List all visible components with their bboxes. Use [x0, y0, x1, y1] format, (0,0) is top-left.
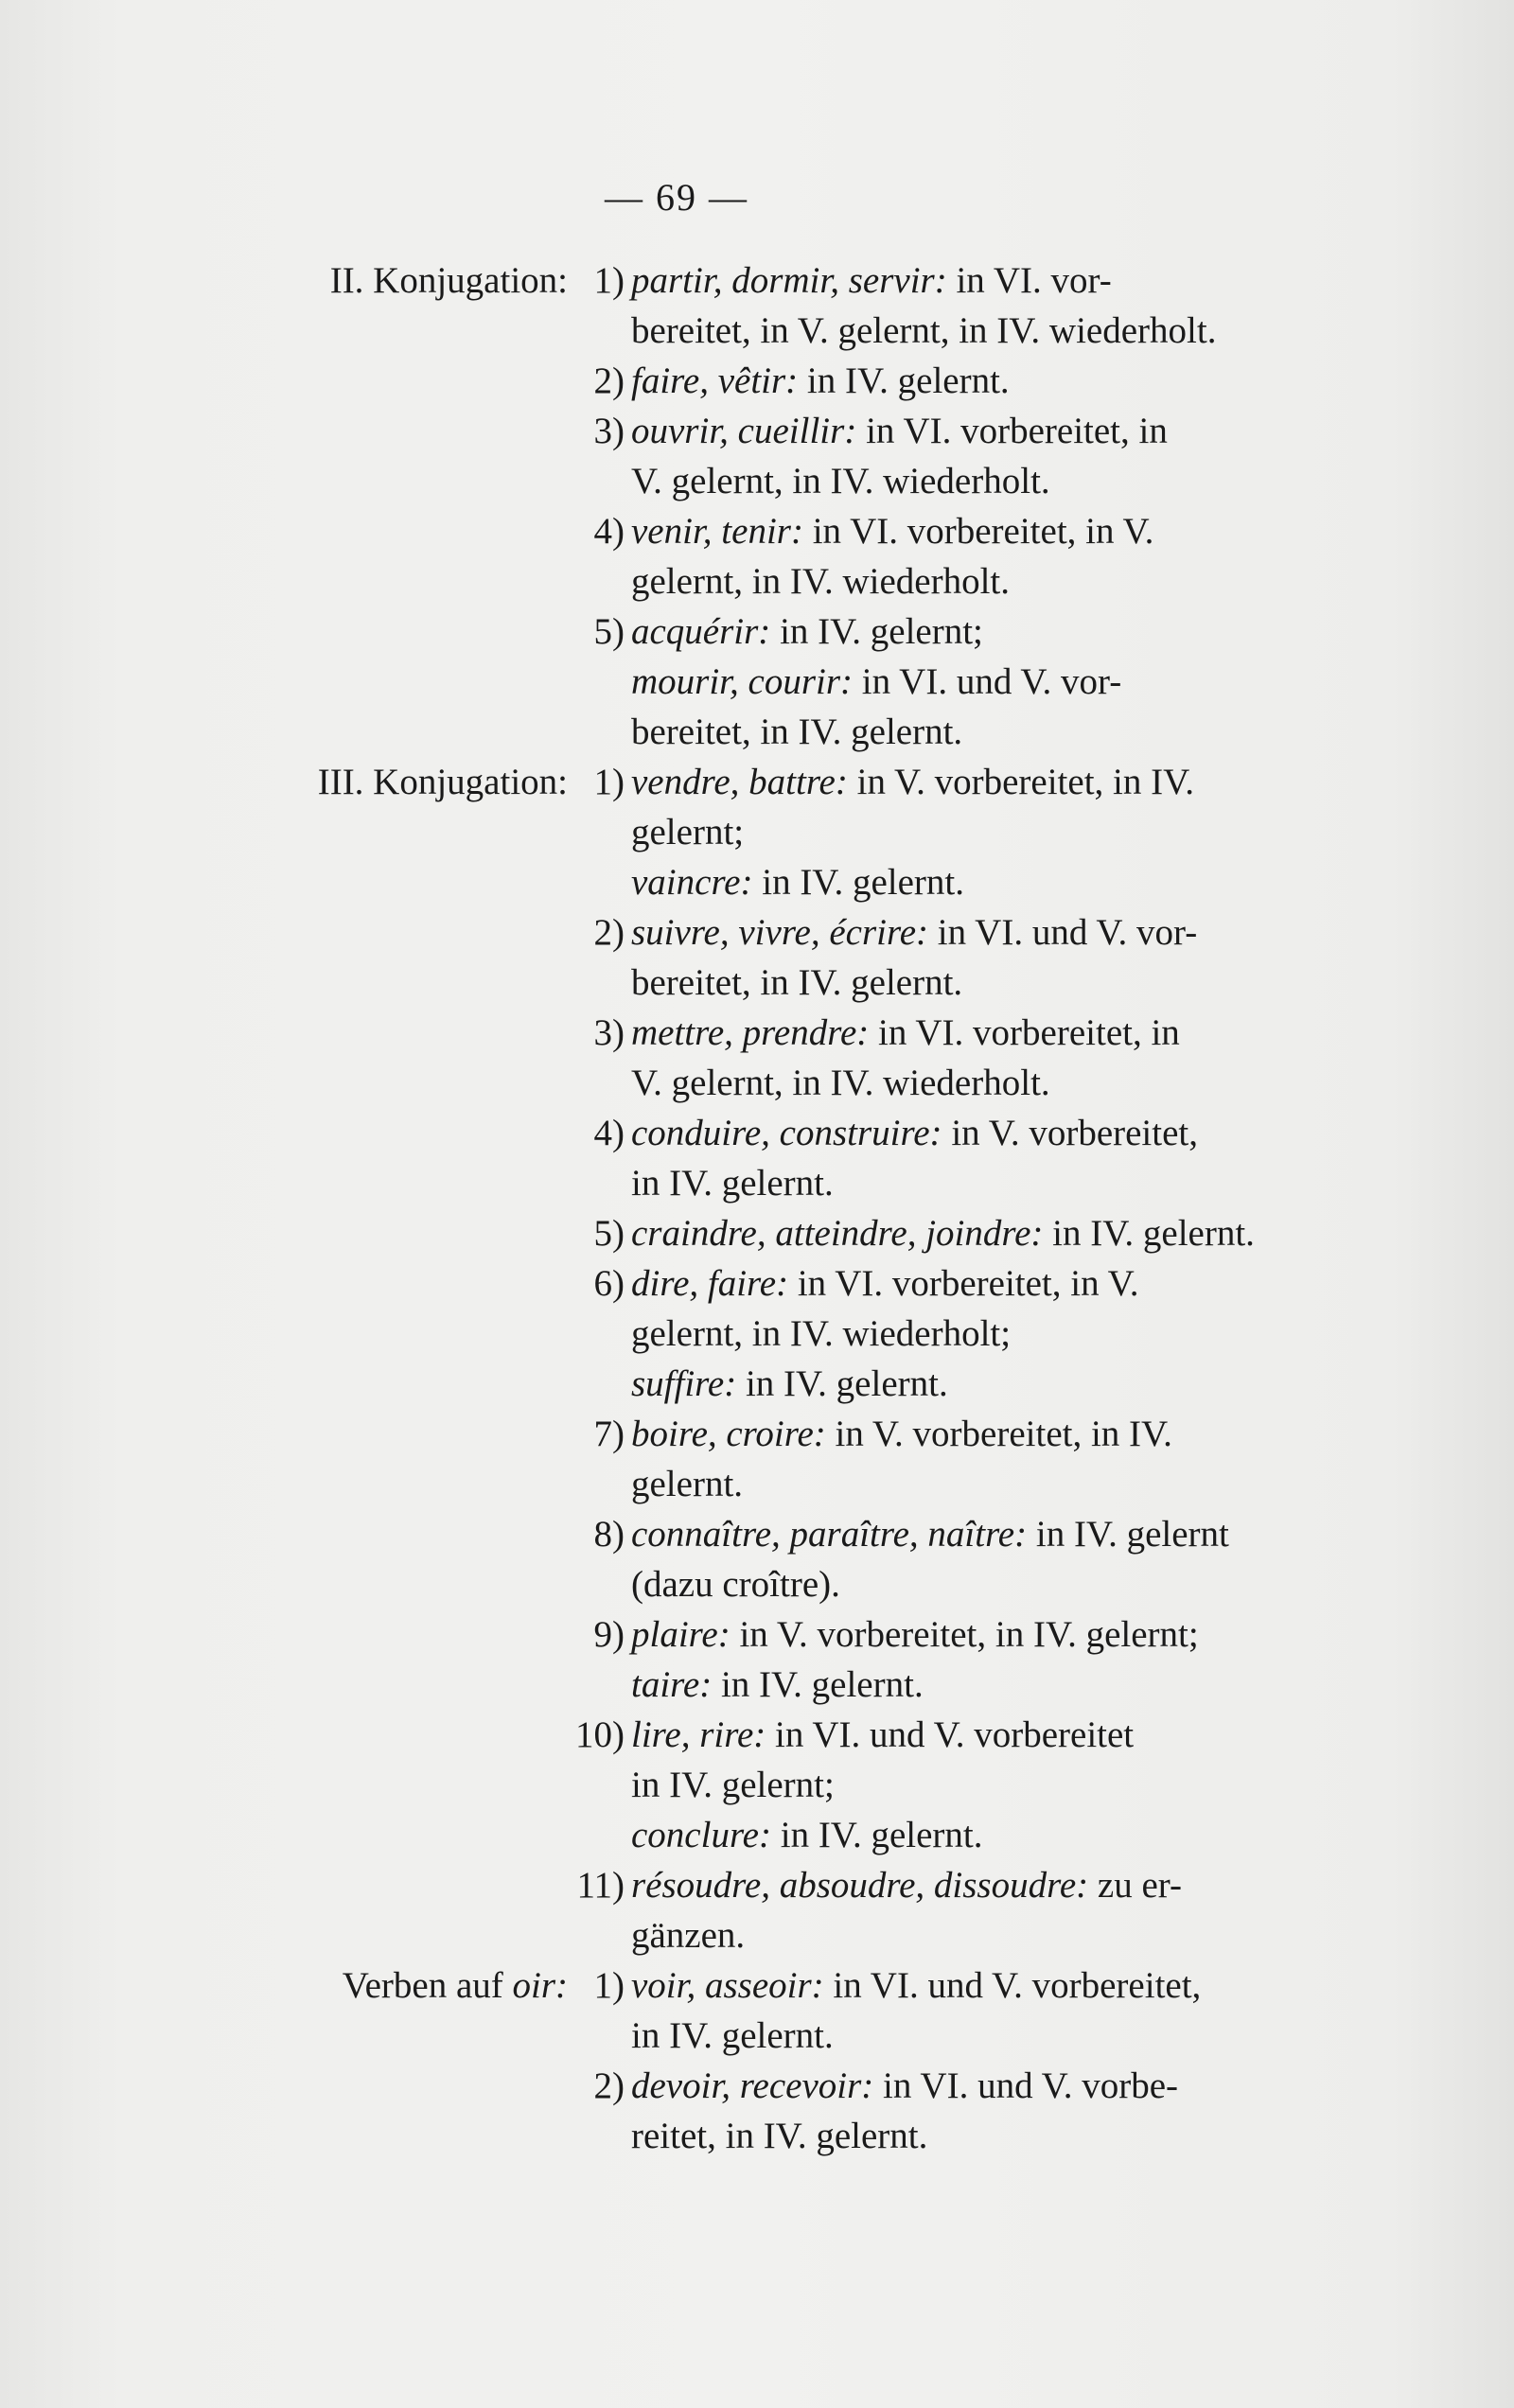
- verb-list: lire, rire:: [631, 1714, 766, 1755]
- entry-row: [0, 406, 1514, 456]
- item-text: [631, 1609, 1279, 1660]
- verb-list: boire, croire:: [631, 1414, 826, 1454]
- entry-continuation-row: [0, 2111, 1514, 2161]
- item-number: 1): [593, 1965, 625, 2006]
- item-number: 4): [593, 511, 625, 552]
- item-text: [631, 1409, 1279, 1459]
- item-continuation: in IV. gelernt.: [631, 1163, 834, 1204]
- entry-continuation-row: [0, 306, 1514, 356]
- section-label-text: Verben auf: [342, 1965, 503, 2006]
- verb-list: conduire, construire:: [631, 1113, 942, 1153]
- item-note: in IV. gelernt: [1035, 1514, 1229, 1555]
- conjugation-list: [0, 255, 1514, 2161]
- verb-list: connaître, paraître, naître:: [631, 1514, 1028, 1555]
- item-continuation: V. gelernt, in IV. wiederholt.: [631, 461, 1050, 501]
- entry-continuation-row: [0, 1760, 1514, 1810]
- item-note: in VI. und V. vorbe-: [883, 2065, 1179, 2106]
- item-note: in V. vorbereitet, in IV.: [835, 1414, 1172, 1454]
- item-number: 1): [593, 762, 625, 802]
- item-continuation: reitet, in IV. gelernt.: [631, 2116, 928, 2156]
- verb-list: vaincre:: [631, 862, 753, 903]
- item-text: [631, 1710, 1279, 1760]
- item-note: in VI. vorbereitet, in: [866, 411, 1168, 451]
- verb-list: taire:: [631, 1664, 713, 1705]
- verb-list: partir, dormir, servir:: [631, 260, 947, 301]
- verb-list: craindre, atteindre, joindre:: [631, 1213, 1044, 1254]
- item-number: 7): [593, 1414, 625, 1454]
- item-note: in IV. gelernt;: [780, 611, 983, 652]
- verb-list: mourir, courir:: [631, 661, 854, 702]
- entry-row: [0, 1810, 1514, 1860]
- item-continuation: (dazu croître).: [631, 1564, 840, 1605]
- verb-list: devoir, recevoir:: [631, 2065, 874, 2106]
- entry-continuation-row: [0, 1309, 1514, 1359]
- item-number: 4): [593, 1113, 625, 1153]
- entry-row: [0, 255, 1514, 306]
- verb-list: venir, tenir:: [631, 511, 803, 552]
- item-text: [631, 1359, 1279, 1409]
- item-text: [631, 1258, 1279, 1309]
- section-label-italic: oir:: [512, 1965, 568, 2006]
- verb-list: suivre, vivre, écrire:: [631, 912, 929, 953]
- entry-continuation-row: [0, 1910, 1514, 1960]
- verb-list: acquérir:: [631, 611, 771, 652]
- entry-continuation-row: [0, 1158, 1514, 1208]
- item-text: [631, 356, 1279, 406]
- verb-list: dire, faire:: [631, 1263, 789, 1304]
- item-text: [631, 1108, 1279, 1158]
- item-text: [631, 506, 1279, 556]
- page-number: — 69 —: [605, 176, 748, 219]
- item-continuation: gänzen.: [631, 1915, 746, 1956]
- item-number: 2): [593, 912, 625, 953]
- item-number: 3): [593, 411, 625, 451]
- item-text: [631, 255, 1279, 306]
- verb-list: voir, asseoir:: [631, 1965, 824, 2006]
- entry-row: [0, 356, 1514, 406]
- entry-continuation-row: [0, 456, 1514, 506]
- entry-row: [0, 1208, 1514, 1258]
- item-note: in VI. und V. vor-: [937, 912, 1198, 953]
- item-text: [631, 1509, 1279, 1559]
- item-note: in IV. gelernt.: [720, 1664, 924, 1705]
- entry-continuation-row: [0, 958, 1514, 1008]
- item-text: [631, 1008, 1279, 1058]
- entry-row: [0, 2061, 1514, 2111]
- item-number: 6): [593, 1263, 625, 1304]
- entry-row: [0, 1258, 1514, 1309]
- item-note: zu er-: [1097, 1865, 1182, 1906]
- item-note: in IV. gelernt.: [780, 1815, 983, 1855]
- entry-row: [0, 1108, 1514, 1158]
- item-text: [631, 1660, 1279, 1710]
- item-note: in VI. vorbereitet, in V.: [797, 1263, 1139, 1304]
- item-note: in VI. und V. vorbereitet: [775, 1714, 1135, 1755]
- item-number: 5): [593, 611, 625, 652]
- item-number: 3): [593, 1012, 625, 1053]
- item-note: in VI. und V. vor-: [861, 661, 1122, 702]
- item-note: in IV. gelernt.: [1052, 1213, 1255, 1254]
- entry-continuation-row: [0, 1459, 1514, 1509]
- entry-continuation-row: [0, 2011, 1514, 2061]
- entry-row: [0, 506, 1514, 556]
- item-note: in V. vorbereitet, in IV.: [856, 762, 1194, 802]
- item-continuation: bereitet, in V. gelernt, in IV. wiederholt.: [631, 310, 1217, 351]
- entry-row: [0, 1960, 1514, 2011]
- entry-row: [0, 757, 1514, 807]
- entry-row: [0, 857, 1514, 907]
- item-text: [631, 606, 1279, 657]
- entry-continuation-row: [0, 1058, 1514, 1108]
- item-note: in VI. vorbereitet, in: [878, 1012, 1180, 1053]
- item-note: in IV. gelernt.: [745, 1363, 948, 1404]
- entry-row: [0, 1710, 1514, 1760]
- entry-continuation-row: [0, 807, 1514, 857]
- item-text: [631, 1810, 1279, 1860]
- item-number: 2): [593, 360, 625, 401]
- item-number: 1): [593, 260, 625, 301]
- item-number: 5): [593, 1213, 625, 1254]
- verb-list: faire, vêtir:: [631, 360, 799, 401]
- item-text: [631, 1208, 1279, 1258]
- item-continuation: gelernt, in IV. wiederholt.: [631, 561, 1011, 602]
- item-text: [631, 2061, 1279, 2111]
- item-note: in VI. vor-: [956, 260, 1112, 301]
- item-continuation: gelernt.: [631, 1464, 744, 1504]
- item-text: [631, 907, 1279, 958]
- item-number: 2): [593, 2065, 625, 2106]
- verb-list: plaire:: [631, 1614, 731, 1655]
- item-continuation: bereitet, in IV. gelernt.: [631, 962, 963, 1003]
- item-note: in VI. vorbereitet, in V.: [812, 511, 1154, 552]
- entry-row: [0, 657, 1514, 707]
- entry-row: [0, 1509, 1514, 1559]
- item-continuation: bereitet, in IV. gelernt.: [631, 712, 963, 752]
- item-note: in V. vorbereitet,: [951, 1113, 1198, 1153]
- section-label: [343, 1960, 568, 2011]
- entry-row: [0, 1609, 1514, 1660]
- section-label: III. Konjugation:: [317, 762, 568, 802]
- item-text: [631, 857, 1279, 907]
- item-continuation: gelernt;: [631, 812, 745, 852]
- verb-list: vendre, battre:: [631, 762, 848, 802]
- item-text: [631, 757, 1279, 807]
- entry-row: [0, 907, 1514, 958]
- verb-list: ouvrir, cueillir:: [631, 411, 857, 451]
- item-note: in VI. und V. vorbereitet,: [833, 1965, 1202, 2006]
- item-continuation: in IV. gelernt;: [631, 1765, 835, 1805]
- item-number: 8): [593, 1514, 625, 1555]
- item-text: [631, 1860, 1279, 1910]
- item-number: 9): [593, 1614, 625, 1655]
- item-number: 10): [575, 1714, 625, 1755]
- item-text: [631, 657, 1279, 707]
- verb-list: mettre, prendre:: [631, 1012, 870, 1053]
- section-label: II. Konjugation:: [329, 260, 568, 301]
- item-continuation: gelernt, in IV. wiederholt;: [631, 1313, 1012, 1354]
- item-note: in IV. gelernt.: [806, 360, 1010, 401]
- item-number: 11): [576, 1865, 625, 1906]
- entry-row: [0, 1860, 1514, 1910]
- verb-list: résoudre, absoudre, dissoudre:: [631, 1865, 1089, 1906]
- verb-list: suffire:: [631, 1363, 737, 1404]
- item-text: [631, 1960, 1279, 2011]
- entry-continuation-row: [0, 1559, 1514, 1609]
- item-note: in IV. gelernt.: [762, 862, 964, 903]
- item-note: in V. vorbereitet, in IV. gelernt;: [739, 1614, 1199, 1655]
- item-continuation: in IV. gelernt.: [631, 2015, 834, 2056]
- entry-row: [0, 1409, 1514, 1459]
- entry-continuation-row: [0, 707, 1514, 757]
- entry-row: [0, 1008, 1514, 1058]
- entry-row: [0, 606, 1514, 657]
- entry-row: [0, 1660, 1514, 1710]
- entry-row: [0, 1359, 1514, 1409]
- item-text: [631, 406, 1279, 456]
- item-continuation: V. gelernt, in IV. wiederholt.: [631, 1063, 1050, 1103]
- verb-list: conclure:: [631, 1815, 771, 1855]
- entry-continuation-row: [0, 556, 1514, 606]
